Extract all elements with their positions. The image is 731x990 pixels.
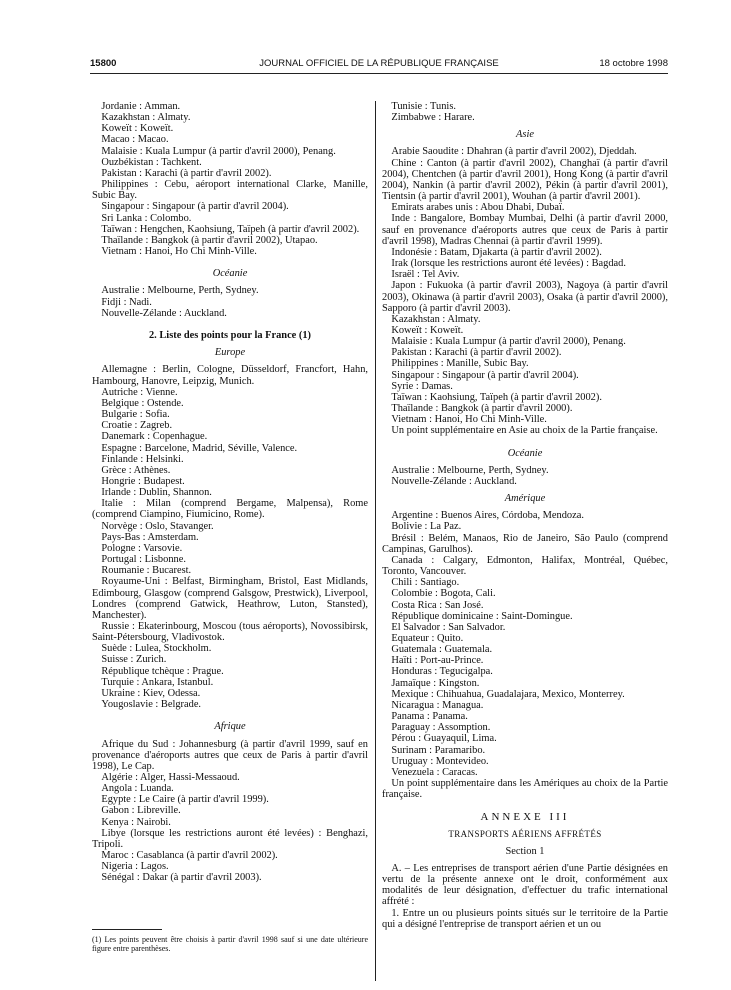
page-number: 15800 xyxy=(90,58,117,69)
list-entry: A. – Les entreprises de transport aérien d'une Partie désignées en vertu de la présente annexe ont le droit, conformément aux modalités de leur désignation, d'effectuer du trafic international affrété : xyxy=(382,862,668,908)
section-paragraphs xyxy=(382,863,668,930)
list-entry: Belgique : Ostende. xyxy=(101,397,184,409)
list-entry: Singapour : Singapour (à partir d'avril 2004). xyxy=(391,369,579,381)
issue-date: 18 octobre 1998 xyxy=(599,58,668,69)
list-entry: Suisse : Zurich. xyxy=(101,654,167,666)
list-entry: Honduras : Tegucigalpa. xyxy=(391,666,493,678)
footnote-rule xyxy=(92,929,162,930)
list-entry: Guatemala : Guatemala. xyxy=(391,644,493,656)
list-entry: Bolivie : La Paz. xyxy=(391,521,462,533)
list-entry: Thaïlande : Bangkok (à partir d'avril 2000). xyxy=(391,403,573,415)
list-entry: Portugal : Lisbonne. xyxy=(101,554,186,566)
list-entry: Arabie Saoudite : Dhahran (à partir d'avril 2002), Djeddah. xyxy=(391,146,637,158)
asia-continued-list xyxy=(92,101,368,257)
europe-heading: Europe xyxy=(214,347,246,359)
list-entry: Norvège : Oslo, Stavanger. xyxy=(101,520,214,532)
oceania-heading-right: Océanie xyxy=(507,447,543,459)
list-entry: Pakistan : Karachi (à partir d'avril 2002). xyxy=(391,347,562,359)
list-entry: Jordanie : Amman. xyxy=(101,101,181,112)
list-entry: Hongrie : Budapest. xyxy=(101,475,185,487)
list-entry: Un point supplémentaire dans les Amériques au choix de la Partie française. xyxy=(382,778,668,801)
right-column xyxy=(382,101,668,930)
list-entry: Syrie : Damas. xyxy=(391,380,453,392)
list-entry: Philippines : Manille, Subic Bay. xyxy=(391,358,529,370)
list-entry: Paraguay : Assomption. xyxy=(391,722,491,734)
list-entry: Russie : Ekaterinbourg, Moscou (tous aéroports), Novossibirsk, Saint-Pétersbourg, Vladivostok. xyxy=(92,621,368,644)
list-entry: Kazakhstan : Almaty. xyxy=(391,313,481,325)
list-entry: Kazakhstan : Almaty. xyxy=(101,112,191,124)
list-entry: Pérou : Guayaquil, Lima. xyxy=(391,733,497,745)
list-entry: Yougoslavie : Belgrade. xyxy=(101,699,202,711)
list-entry: Ukraine : Kiev, Odessa. xyxy=(101,687,201,699)
list-entry: Espagne : Barcelone, Madrid, Séville, Valence. xyxy=(101,442,298,454)
list-entry: Finlande : Helsinki. xyxy=(101,453,184,465)
africa-continued-list xyxy=(382,101,668,123)
list-entry: Macao : Macao. xyxy=(101,134,169,146)
list-entry: Turquie : Ankara, Istanbul. xyxy=(101,676,214,688)
list-entry: Angola : Luanda. xyxy=(101,783,174,795)
list-entry: 1. Entre un ou plusieurs points situés sur le territoire de la Partie qui a désigné l'entreprise de transport aérien et un ou xyxy=(382,907,668,930)
list-entry: Panama : Panama. xyxy=(391,711,468,723)
europe-list xyxy=(92,364,368,710)
list-entry: Vietnam : Hanoi, Ho Chi Minh-Ville. xyxy=(391,414,547,426)
list-entry: Pays-Bas : Amsterdam. xyxy=(101,531,199,543)
list-entry: Nouvelle-Zélande : Auckland. xyxy=(101,307,227,319)
list-entry: Nicaragua : Managua. xyxy=(391,699,484,711)
list-entry: Algérie : Alger, Hassi-Messaoud. xyxy=(101,772,240,784)
oceania-list-right xyxy=(382,465,668,487)
list-entry: Chine : Canton (à partir d'avril 2002), Changhaï (à partir d'avril 2004), Chentchen (à partir d'avril 2001), Hong Kong (à partir d'avril 2004), Nankin (à partir d'avril 2002), Pékin (à partir d'avril 2001), Tientsin (à partir d'avril 2001), Wouhan (à partir d'avril 2001). xyxy=(382,157,668,203)
list-entry: Ouzbékistan : Tachkent. xyxy=(101,156,202,168)
list-entry: Sri Lanka : Colombo. xyxy=(101,212,192,224)
journal-title: JOURNAL OFFICIEL DE LA RÉPUBLIQUE FRANÇAISE xyxy=(259,58,499,69)
list-entry: Jamaïque : Kingston. xyxy=(391,677,480,689)
list-entry: République tchèque : Prague. xyxy=(101,665,224,677)
column-divider xyxy=(375,101,376,981)
list-entry: Zimbabwe : Harare. xyxy=(391,112,475,124)
list-entry: Venezuela : Caracas. xyxy=(391,766,478,778)
list-entry: Uruguay : Montevideo. xyxy=(391,755,489,767)
list-entry: Allemagne : Berlin, Cologne, Düsseldorf, Francfort, Hahn, Hambourg, Hanovre, Leipzig, Munich. xyxy=(92,364,368,387)
list-entry: Danemark : Copenhague. xyxy=(101,431,208,443)
list-entry: Bulgarie : Sofia. xyxy=(101,409,170,421)
page-header xyxy=(90,58,668,72)
list-entry: Taïwan : Kaohsiung, Taïpeh (à partir d'avril 2002). xyxy=(391,391,602,403)
oceania-list xyxy=(92,285,368,318)
list-entry: Chili : Santiago. xyxy=(391,577,460,589)
list-entry: Pologne : Varsovie. xyxy=(101,542,183,554)
america-heading: Amérique xyxy=(504,493,546,505)
list-entry: Brésil : Belém, Manaos, Rio de Janeiro, São Paulo (comprend Campinas, Garulhos). xyxy=(382,532,668,555)
list-entry: Grèce : Athènes. xyxy=(101,464,171,476)
list-entry: Sénégal : Dakar (à partir d'avril 2003). xyxy=(101,872,262,884)
list-entry: Inde : Bangalore, Bombay Mumbai, Delhi (à partir d'avril 2000, sauf en provenance d'aéroports autres que ceux de Paris à partir d'avril 1998), Madras Chennai (à partir d'avril 1999). xyxy=(382,213,668,247)
asia-heading: Asie xyxy=(516,129,534,141)
section-heading: Section 1 xyxy=(505,845,545,857)
list-entry: Taïwan : Hengchen, Kaohsiung, Taïpeh (à partir d'avril 2002). xyxy=(101,223,360,235)
list-entry: Equateur : Quito. xyxy=(391,633,464,645)
list-entry: Thaïlande : Bangkok (à partir d'avril 2002), Utapao. xyxy=(101,234,318,246)
list-entry: Koweït : Koweït. xyxy=(391,324,464,336)
list-entry: Roumanie : Bucarest. xyxy=(101,565,192,577)
list-entry: Australie : Melbourne, Perth, Sydney. xyxy=(391,464,549,476)
list-entry: Tunisie : Tunis. xyxy=(391,101,456,112)
list-entry: République dominicaine : Saint-Domingue. xyxy=(391,610,573,622)
list-entry: Nigeria : Lagos. xyxy=(101,861,169,873)
list-entry: Canada : Calgary, Edmonton, Halifax, Montréal, Québec, Toronto, Vancouver. xyxy=(382,554,668,578)
list-entry: Australie : Melbourne, Perth, Sydney. xyxy=(101,285,259,297)
annex-heading: ANNEXE III xyxy=(480,810,570,823)
list-entry: Afrique du Sud : Johannesburg (à partir d'avril 1999, sauf en provenance d'aéroports autres que ceux de Paris à partir d'avril 1998), Le Cap. xyxy=(92,738,368,772)
footnote: (1) Les points peuvent être choisis à partir d'avril 1998 sauf si une date ultérieure figure entre parenthèses. xyxy=(92,935,368,954)
list-entry: Pakistan : Karachi (à partir d'avril 2002). xyxy=(101,167,272,179)
list-entry: El Salvador : San Salvador. xyxy=(391,621,506,633)
france-points-heading: 2. Liste des points pour la France (1) xyxy=(148,330,312,342)
list-entry: Emirats arabes unis : Abou Dhabi, Dubaï. xyxy=(391,202,565,214)
list-entry: Autriche : Vienne. xyxy=(101,386,178,398)
list-entry: Mexique : Chihuahua, Guadalajara, Mexico, Monterrey. xyxy=(391,688,625,700)
list-entry: Irlande : Dublin, Shannon. xyxy=(101,487,212,499)
list-entry: Israël : Tel Aviv. xyxy=(391,269,460,281)
list-entry: Haïti : Port-au-Prince. xyxy=(391,655,484,667)
africa-list xyxy=(92,739,368,884)
list-entry: Italie : Milan (comprend Bergame, Malpensa), Rome (comprend Ciampino, Fiumicino, Rome). xyxy=(92,498,368,521)
list-entry: Argentine : Buenos Aires, Córdoba, Mendoza. xyxy=(391,510,584,522)
list-entry: Egypte : Le Caire (à partir d'avril 1999). xyxy=(101,794,269,806)
list-entry: Japon : Fukuoka (à partir d'avril 2003), Nagoya (à partir d'avril 2003), Okinawa (à partir d'avril 2003), Osaka (à partir d'avril 2000), Sapporo (à partir d'avril 2003). xyxy=(382,280,668,314)
list-entry: Colombie : Bogota, Cali. xyxy=(391,588,496,600)
africa-heading: Afrique xyxy=(214,721,246,733)
list-entry: Surinam : Paramaribo. xyxy=(391,744,486,756)
list-entry: Koweït : Koweït. xyxy=(101,123,174,135)
list-entry: Gabon : Libreville. xyxy=(101,805,181,817)
list-entry: Libye (lorsque les restrictions auront été levées) : Benghazi, Tripoli. xyxy=(92,827,368,850)
list-entry: Royaume-Uni : Belfast, Birmingham, Bristol, East Midlands, Edimbourg, Glasgow (comprend Galsgow, Prestwick), Liverpool, Londres (comprend Gatwick, Heathrow, Luton, Stansted), Manchester). xyxy=(92,576,368,621)
list-entry: Malaisie : Kuala Lumpur (à partir d'avril 2000), Penang. xyxy=(101,145,336,157)
list-entry: Indonésie : Batam, Djakarta (à partir d'avril 2002). xyxy=(391,246,602,258)
list-entry: Un point supplémentaire en Asie au choix de la Partie française. xyxy=(391,425,658,437)
oceania-heading: Océanie xyxy=(212,268,248,280)
list-entry: Nouvelle-Zélande : Auckland. xyxy=(391,475,517,487)
list-entry: Vietnam : Hanoi, Ho Chi Minh-Ville. xyxy=(101,246,257,258)
left-column xyxy=(92,101,368,884)
list-entry: Croatie : Zagreb. xyxy=(101,420,173,432)
annex-subheading: TRANSPORTS AÉRIENS AFFRÉTÉS xyxy=(448,828,602,839)
list-entry: Suède : Lulea, Stockholm. xyxy=(101,643,212,655)
list-entry: Singapour : Singapour (à partir d'avril 2004). xyxy=(101,201,289,213)
list-entry: Maroc : Casablanca (à partir d'avril 2002). xyxy=(101,850,278,862)
america-list xyxy=(382,510,668,800)
list-entry: Fidji : Nadi. xyxy=(101,296,152,308)
asia-list xyxy=(382,146,668,436)
list-entry: Philippines : Cebu, aéroport international Clarke, Manille, Subic Bay. xyxy=(92,179,368,202)
list-entry: Costa Rica : San José. xyxy=(391,599,484,611)
list-entry: Malaisie : Kuala Lumpur (à partir d'avril 2000), Penang. xyxy=(391,336,626,348)
list-entry: Irak (lorsque les restrictions auront été levées) : Bagdad. xyxy=(391,258,626,270)
list-entry: Kenya : Nairobi. xyxy=(101,816,171,828)
header-rule xyxy=(90,73,668,74)
